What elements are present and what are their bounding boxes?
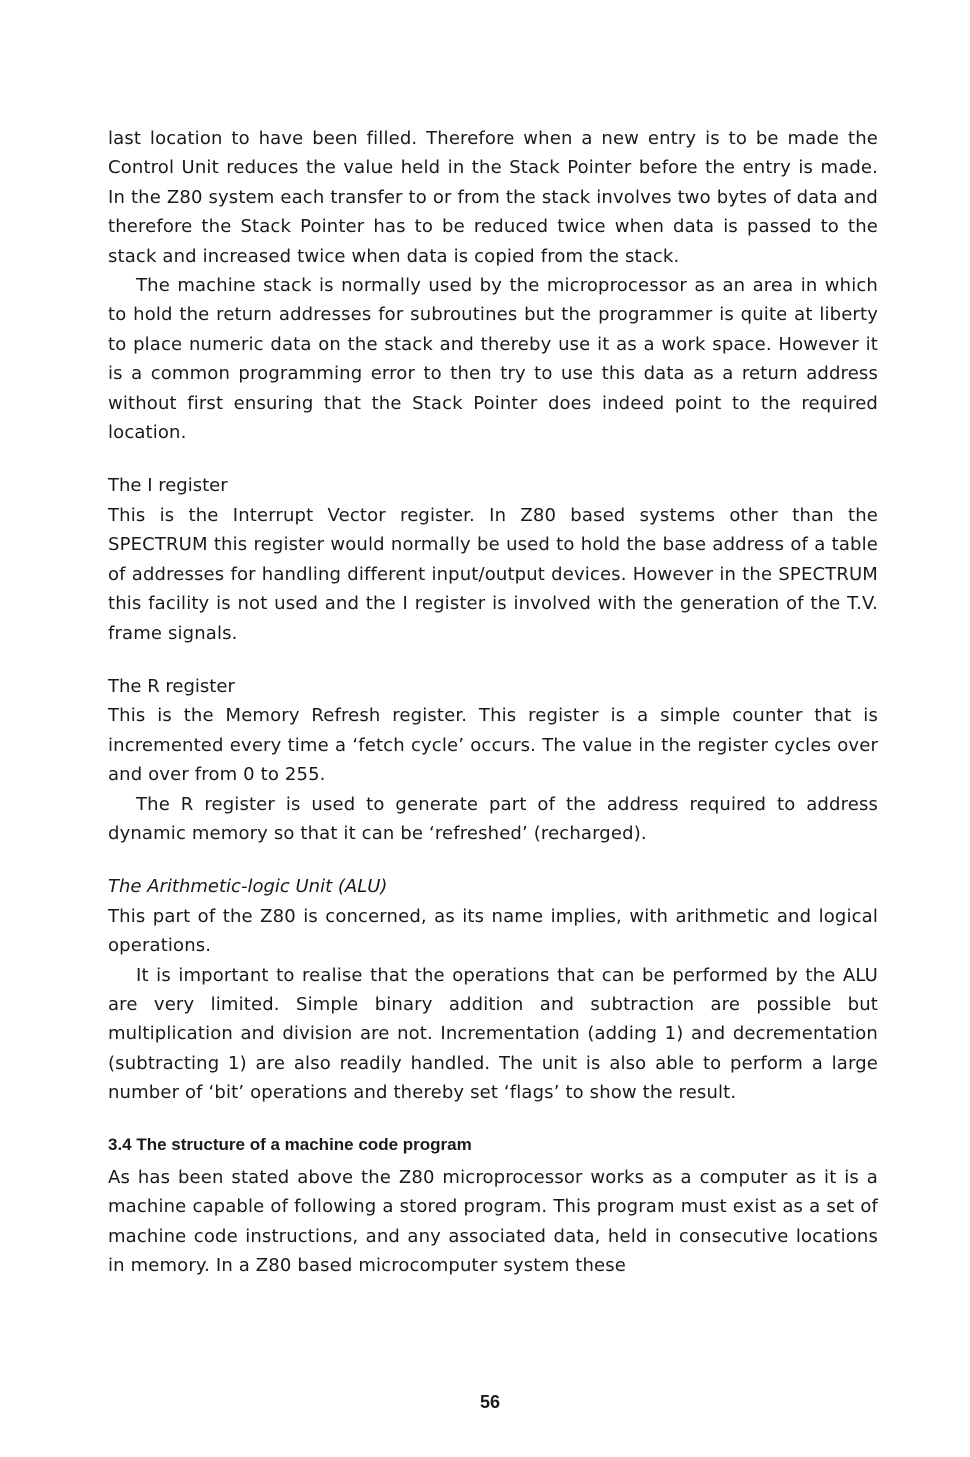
i-register-body: This is the Interrupt Vector register. In Z80 based systems other than the SPECTRUM this register would normally be used to hold the base address of a table of addresses for handling different input/output devices. However in the SPECTRUM this facility is not used and the I register is involved with the generation of the T.V. frame signals. (108, 504, 878, 644)
i-register-heading: The I register (108, 475, 228, 497)
stack-paragraph-1: last location to have been filled. Therefore when a new entry is to be made the Control Unit reduces the value held in the Stack Pointer before the entry is made. In the Z80 system each transfer to or from the stack involves two bytes of data and therefore the Stack Pointer has to be reduced twice when data is passed to the stack and increased twice when data is copied from the stack. (108, 128, 878, 267)
r-register-body-2: The R register is used to generate part of the address required to address dynamic memory so that it can be ‘refreshed’ (recharged). (108, 793, 878, 844)
section-heading: 3.4 The structure of a machine code program (108, 1134, 472, 1154)
alu-body-1: This part of the Z80 is concerned, as its name implies, with arithmetic and logical operations. (108, 905, 878, 957)
page-content (108, 124, 878, 1281)
alu-heading: The Arithmetic-logic Unit (ALU) (108, 876, 388, 898)
alu-body-2: It is important to realise that the operations that can be performed by the ALU are very limited. Simple binary addition and subtraction are possible but multiplication and division are not. Incrementation (adding 1) and decrementation (subtracting 1) are also readily handled. The unit is also able to perform a large number of ‘bit’ operations and thereby set ‘flags’ to show the result. (108, 964, 878, 1104)
r-register-body-1: This is the Memory Refresh register. This register is a simple counter that is incremented every time a ‘fetch cycle’ occurs. The value in the register cycles over and over from 0 to 255. (108, 705, 878, 786)
r-register-heading: The R register (108, 675, 235, 697)
stack-paragraph-2: The machine stack is normally used by the microprocessor as an area in which to hold the return addresses for subroutines but the programmer is quite at liberty to place numeric data on the stack and thereby use it as a work space. However it is a common programming error to then try to use this data as a return address without first ensuring that the Stack Pointer does indeed point to the required location. (108, 275, 878, 444)
section-body: As has been stated above the Z80 microprocessor works as a computer as it is a machine capable of following a stored program. This program must exist as a set of machine code instructions, and any associated data, held in consecutive locations in memory. In a Z80 based microcomputer system these (108, 1167, 878, 1277)
page-number: 56 (479, 1392, 501, 1412)
